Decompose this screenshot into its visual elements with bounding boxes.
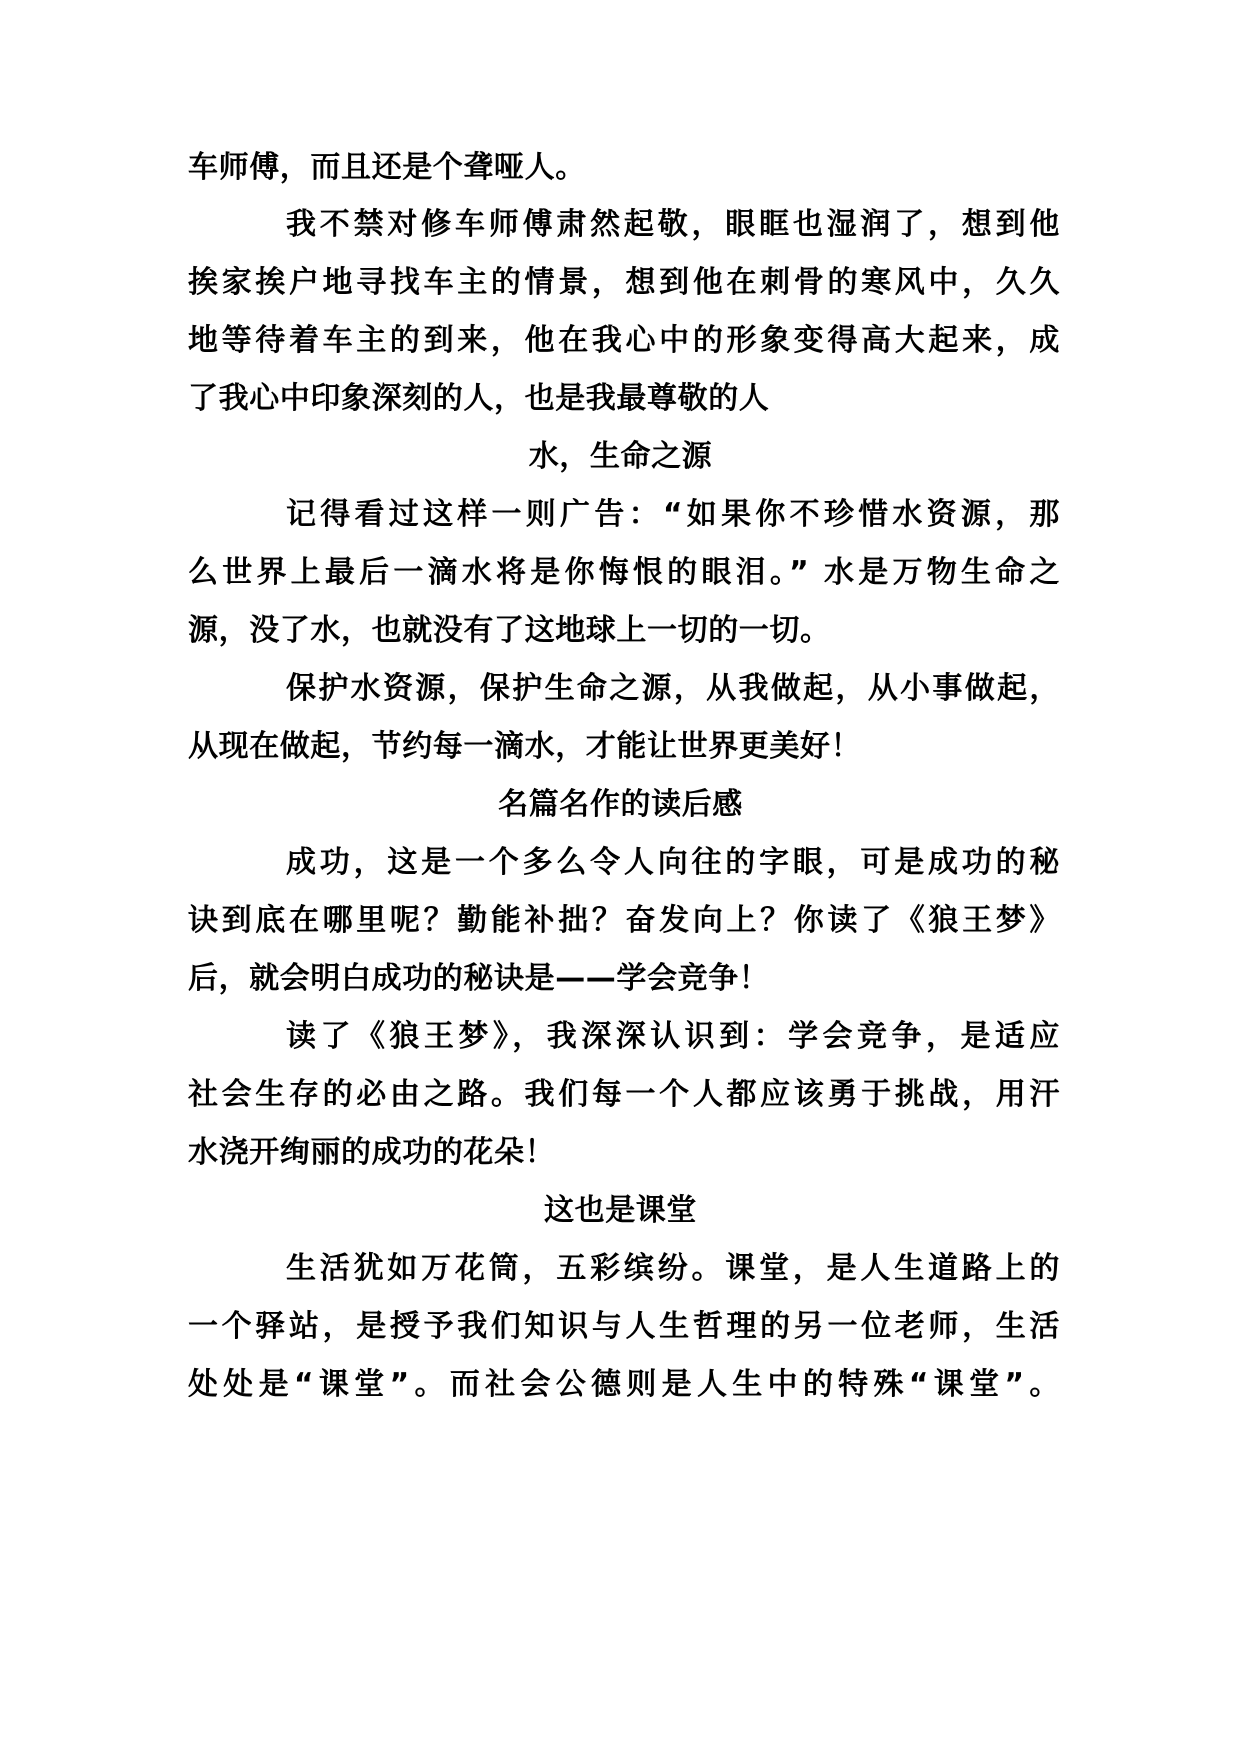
paragraph-first-line: 成功，这是一个多么令人向往的字眼，可是成功的秘 [286,845,1060,880]
paragraph-first-line: 记得看过这样一则广告：“如果你不珍惜水资源，那 [286,497,1060,532]
section-heading: 这也是课堂 [544,1193,697,1228]
paragraph-line: 社会生存的必由之路。我们每一个人都应该勇于挑战，用汗 [188,1077,1060,1112]
paragraph-line: 源，没了水，也就没有了这地球上一切的一切。 [188,613,831,648]
section-heading: 水，生命之源 [528,439,713,474]
paragraph-first-line: 生活犹如万花筒，五彩缤纷。课堂，是人生道路上的 [286,1251,1060,1286]
paragraph-line: 一个驿站，是授予我们知识与人生哲理的另一位老师，生活 [188,1309,1060,1344]
paragraph-first-line: 读了《狼王梦》，我深深认识到：学会竞争，是适应 [286,1019,1060,1054]
section-heading: 名篇名作的读后感 [498,787,743,822]
paragraph-line: 车师傅，而且还是个聋哑人。 [188,150,586,185]
paragraph-first-line: 我不禁对修车师傅肃然起敬，眼眶也湿润了，想到他 [286,207,1060,242]
paragraph-line: 地等待着车主的到来，他在我心中的形象变得高大起来，成 [188,323,1060,358]
paragraph-line: 诀到底在哪里呢？勤能补拙？奋发向上？你读了《狼王梦》 [188,903,1060,938]
paragraph-first-line: 保护水资源，保护生命之源，从我做起，从小事做起， [286,671,1060,706]
paragraph-line: 处处是“课堂”。而社会公德则是人生中的特殊“课堂”。 [188,1367,1060,1402]
paragraph-line: 后，就会明白成功的秘诀是——学会竞争！ [188,961,770,996]
paragraph-line: 么世界上最后一滴水将是你悔恨的眼泪。” 水是万物生命之 [188,555,1060,590]
paragraph-line: 水浇开绚丽的成功的花朵！ [188,1135,556,1170]
paragraph-line: 了我心中印象深刻的人，也是我最尊敬的人 [188,381,770,416]
paragraph-line: 挨家挨户地寻找车主的情景，想到他在刺骨的寒风中，久久 [188,265,1060,300]
paragraph-line: 从现在做起，节约每一滴水，才能让世界更美好！ [188,729,862,764]
